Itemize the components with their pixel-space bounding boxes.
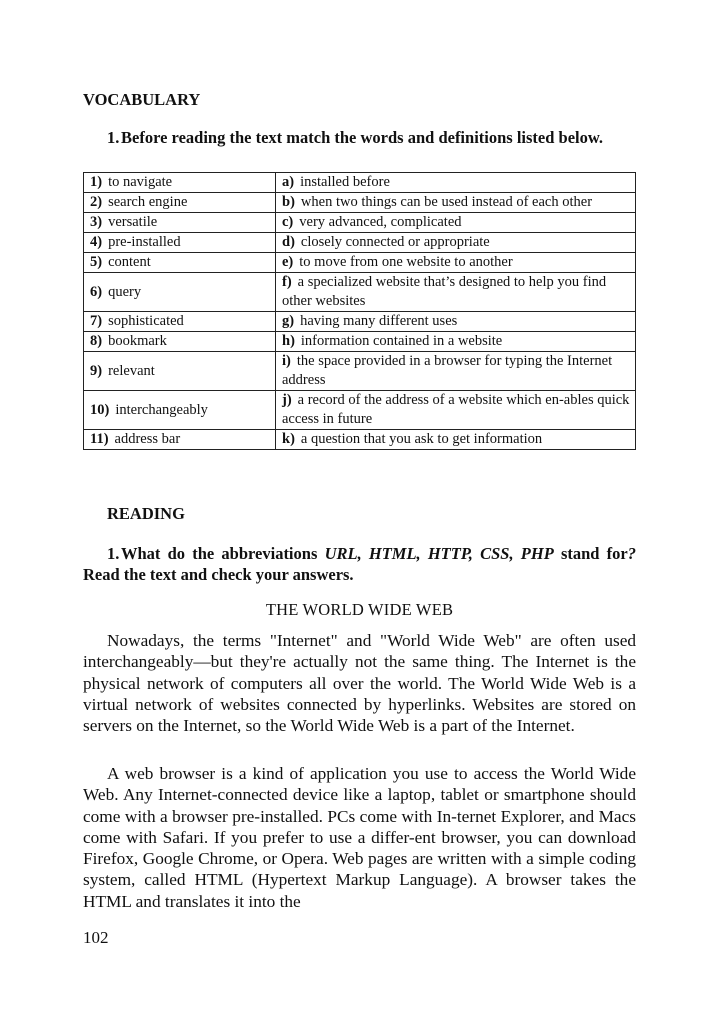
article-paragraph-1: Nowadays, the terms "Internet" and "World Wide Web" are often used interchangeably—but they're actually not the same thing. The Internet is the physical network of computers all over the world. The World Wide Web is a virtual network of websites connected by hyperlinks. Websites are stored on servers on the Internet, so the World Wide Web is a part of the Internet. [83,631,636,736]
word-cell [84,391,276,430]
word-label: 2) [90,194,103,210]
word-cell [84,312,276,332]
vocabulary-row [84,391,636,430]
vocabulary-row [84,332,636,352]
definition-cell [276,430,636,450]
definition-cell [276,253,636,273]
word-cell [84,430,276,450]
definition-text: a record of the address of a website which en-ables quick access in future [282,392,630,427]
definition-text: installed before [300,174,390,190]
definition-label: d) [282,234,295,250]
word-text: versatile [108,214,158,230]
definition-text: information contained in a website [300,333,503,349]
word-label: 8) [90,333,103,349]
definition-label: i) [282,353,291,369]
definition-text: closely connected or appropriate [300,234,490,250]
definition-label: k) [282,431,295,447]
definition-label: g) [282,313,295,329]
vocabulary-row [84,312,636,332]
word-cell [84,253,276,273]
article-title: THE WORLD WIDE WEB [265,600,454,619]
vocabulary-task-number: 1. [107,128,120,147]
definition-text: the space provided in a browser for typing the Internet address [282,353,613,388]
reading-task-stand-for: stand for [560,544,628,563]
vocabulary-row [84,352,636,391]
vocabulary-table [83,172,636,450]
definition-label: f) [282,274,292,290]
word-text: sophisticated [108,313,184,329]
reading-task [83,543,636,585]
definition-label: c) [282,214,294,230]
definition-cell [276,391,636,430]
definition-cell [276,312,636,332]
definition-cell [276,193,636,213]
word-text: query [108,283,142,300]
definition-text: having many different uses [300,313,458,329]
word-text: bookmark [108,333,167,349]
vocabulary-row [84,253,636,273]
vocabulary-row [84,430,636,450]
word-cell [84,332,276,352]
reading-heading: READING [107,504,185,523]
vocabulary-row [84,273,636,312]
definition-label: a) [282,174,295,190]
reading-task-instruction: Read the text and check your answers. [83,565,354,584]
definition-text: a specialized website that’s designed to help you find other websites [282,274,607,309]
vocabulary-row [84,213,636,233]
definition-cell [276,213,636,233]
vocabulary-heading: VOCABULARY [83,90,201,109]
definition-cell [276,332,636,352]
word-text: search engine [108,194,188,210]
word-label: 3) [90,214,103,230]
vocabulary-task-text: Before reading the text match the words and definitions listed below. [121,128,604,147]
word-label: 11) [90,431,109,447]
definition-text: very advanced, complicated [299,214,462,230]
word-cell [84,173,276,193]
word-label: 9) [90,362,103,379]
word-text: pre-installed [108,234,181,250]
word-label: 7) [90,313,103,329]
reading-task-number: 1. [107,544,120,563]
word-label: 4) [90,234,103,250]
definition-text: a question that you ask to get information [300,431,543,447]
vocabulary-row [84,173,636,193]
word-label: 1) [90,174,103,190]
page-number: 102 [83,928,109,947]
word-text: address bar [114,431,181,447]
definition-text: when two things can be used instead of each other [300,194,593,210]
definition-label: e) [282,254,294,270]
word-cell [84,273,276,312]
word-cell [84,213,276,233]
word-cell [84,233,276,253]
word-label: 10) [90,401,110,418]
definition-cell [276,173,636,193]
word-label: 6) [90,283,103,300]
vocabulary-task [83,127,636,148]
reading-task-prefix: What do the abbreviations [121,544,318,563]
word-cell [84,352,276,391]
definition-cell [276,273,636,312]
reading-task-question-mark: ? [627,544,636,563]
word-text: content [108,254,151,270]
definition-cell [276,352,636,391]
definition-label: b) [282,194,295,210]
definition-label: j) [282,392,292,408]
vocabulary-row [84,233,636,253]
word-text: to navigate [108,174,173,190]
word-cell [84,193,276,213]
definition-label: h) [282,333,295,349]
article-paragraph-2: A web browser is a kind of application you use to access the World Wide Web. Any Internet-connected device like a laptop, tablet or smartphone should come with a browser pre-installed. PCs come with In-ternet Explorer, and Macs come with Safari. If you prefer to use a differ-ent browser, you can download Firefox, Google Chrome, or Opera. Web pages are written with a simple coding system, called HTML (Hypertext Markup Language). A browser takes the HTML and translates it into the [83,764,636,911]
definition-text: to move from one website to another [299,254,513,270]
abbreviations-list: URL, HTML, HTTP, CSS, PHP [324,544,554,563]
word-label: 5) [90,254,103,270]
word-text: interchangeably [115,401,208,418]
definition-cell [276,233,636,253]
vocabulary-row [84,193,636,213]
word-text: relevant [108,362,155,379]
